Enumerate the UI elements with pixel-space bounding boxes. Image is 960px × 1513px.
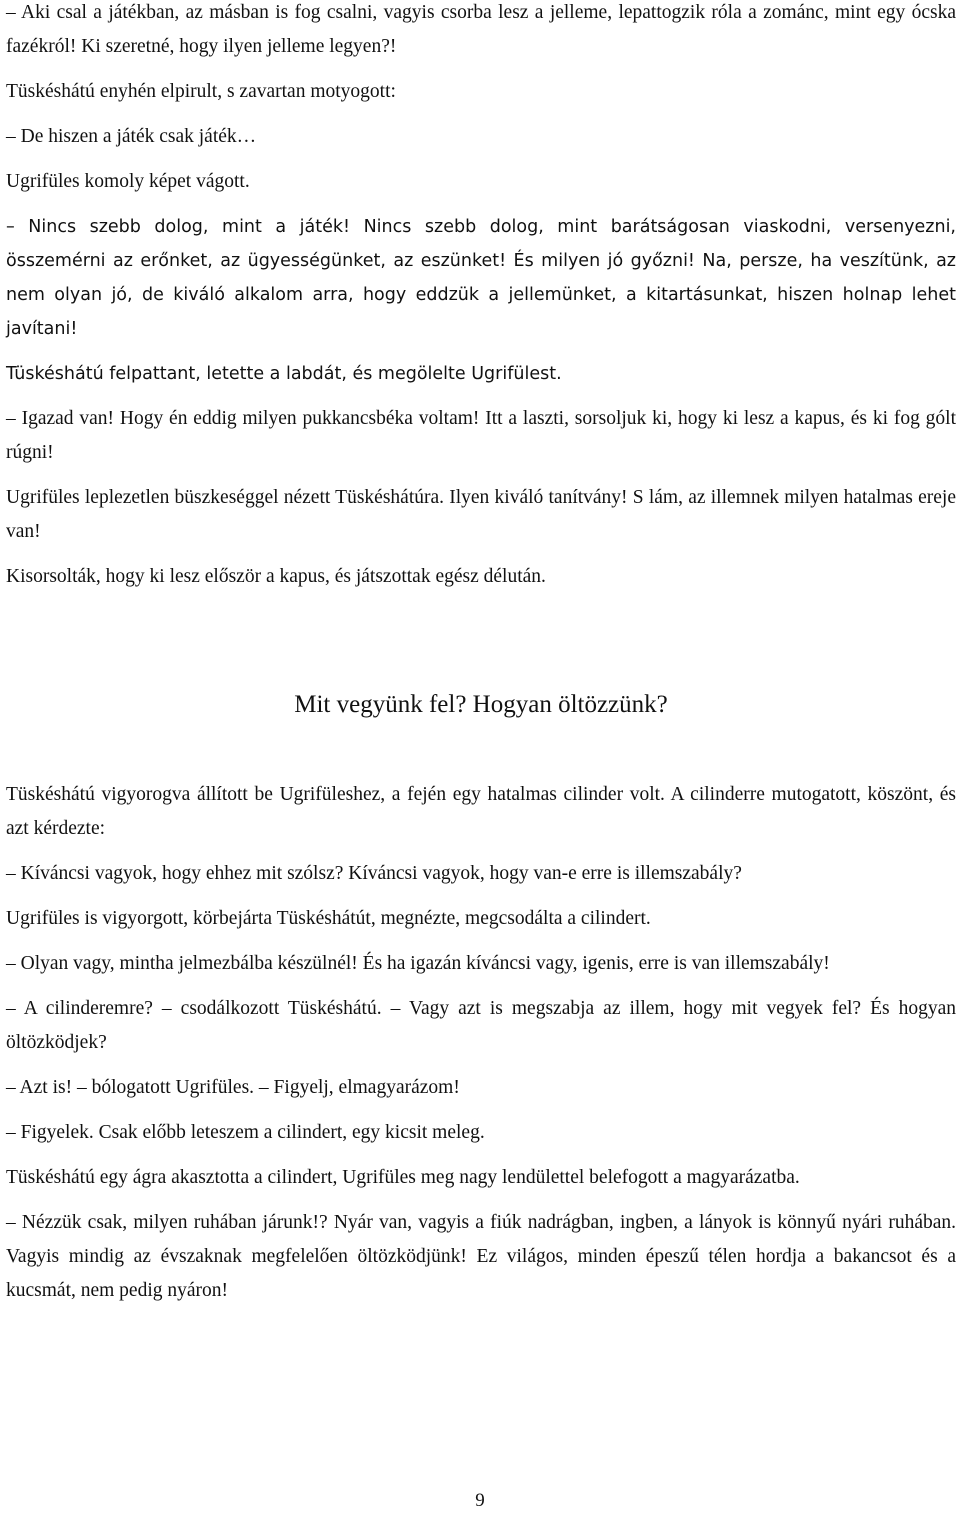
paragraph: Ugrifüles is vigyorgott, körbejárta Tüskéshátút, megnézte, megcsodálta a cilindert. [6, 908, 651, 929]
paragraph: – Nézzük csak, milyen ruhában járunk!? Nyár van, vagyis a fiúk nadrágban, ingben, a lányok is könnyű nyári ruhában. Vagyis mindig az évszaknak megfelelően öltözködjünk! Ez világos, minden épeszű télen hordja a bakancsot és a kucsmát, nem pedig nyáron! [6, 1212, 956, 1301]
paragraph: – De hiszen a játék csak játék… [6, 126, 257, 147]
paragraph: – Azt is! – bólogatott Ugrifüles. – Figyelj, elmagyarázom! [6, 1077, 460, 1098]
section-heading: Mit vegyünk fel? Hogyan öltözzünk? [294, 691, 668, 718]
paragraph: – Olyan vagy, mintha jelmezbálba készülnél! És ha igazán kíváncsi vagy, igenis, erre is van illemszabály! [6, 953, 830, 974]
paragraph: Ugrifüles leplezetlen büszkeséggel nézett Tüskéshátúra. Ilyen kiváló tanítvány! S lám, az illemnek milyen hatalmas ereje van! [6, 487, 956, 542]
paragraph: Tüskéshátú vigyorogva állított be Ugrifüleshez, a fején egy hatalmas cilinder volt. A cilinderre mutogatott, köszönt, és azt kérdezte: [6, 784, 956, 839]
paragraph: – Aki csal a játékban, az másban is fog csalni, vagyis csorba lesz a jelleme, lepattogzik róla a zománc, mint egy ócska fazékról! Ki szeretné, hogy ilyen jelleme legyen?! [6, 2, 956, 57]
paragraph: – A cilinderemre? – csodálkozott Tüskéshátú. – Vagy azt is megszabja az illem, hogy mit vegyek fel? És hogyan öltözködjek? [6, 998, 956, 1053]
heading-spacer [6, 722, 956, 778]
document-page [6, 0, 956, 1308]
page-number: 9 [475, 1490, 485, 1511]
section-spacer [6, 594, 956, 688]
paragraph: Kisorsolták, hogy ki lesz először a kapus, és játszottak egész délután. [6, 566, 546, 587]
paragraph: Tüskéshátú enyhén elpirult, s zavartan motyogott: [6, 81, 396, 102]
paragraph: – Kíváncsi vagyok, hogy ehhez mit szólsz? Kíváncsi vagyok, hogy van-e erre is illemszabály? [6, 863, 742, 884]
paragraph: Ugrifüles komoly képet vágott. [6, 171, 250, 192]
paragraph: Tüskéshátú egy ágra akasztotta a cilindert, Ugrifüles meg nagy lendülettel belefogott a magyarázatba. [6, 1167, 800, 1188]
paragraph: – Nincs szebb dolog, mint a játék! Nincs szebb dolog, mint barátságosan viaskodni, versenyezni, összemérni az erőnket, az ügyességünket, az eszünket! És milyen jó győzni! Na, persze, ha veszítünk, az nem olyan jó, de kiváló alkalom arra, hogy eddzük a jellemünket, a kitartásunkat, hiszen holnap lehet javítani! [6, 217, 956, 339]
paragraph: – Figyelek. Csak előbb leteszem a cilindert, egy kicsit meleg. [6, 1122, 485, 1143]
paragraph: – Igazad van! Hogy én eddig milyen pukkancsbéka voltam! Itt a laszti, sorsoljuk ki, hogy ki lesz a kapus, és ki fog gólt rúgni! [6, 408, 956, 463]
paragraph: Tüskéshátú felpattant, letette a labdát, és megölelte Ugrifülest. [6, 364, 562, 384]
